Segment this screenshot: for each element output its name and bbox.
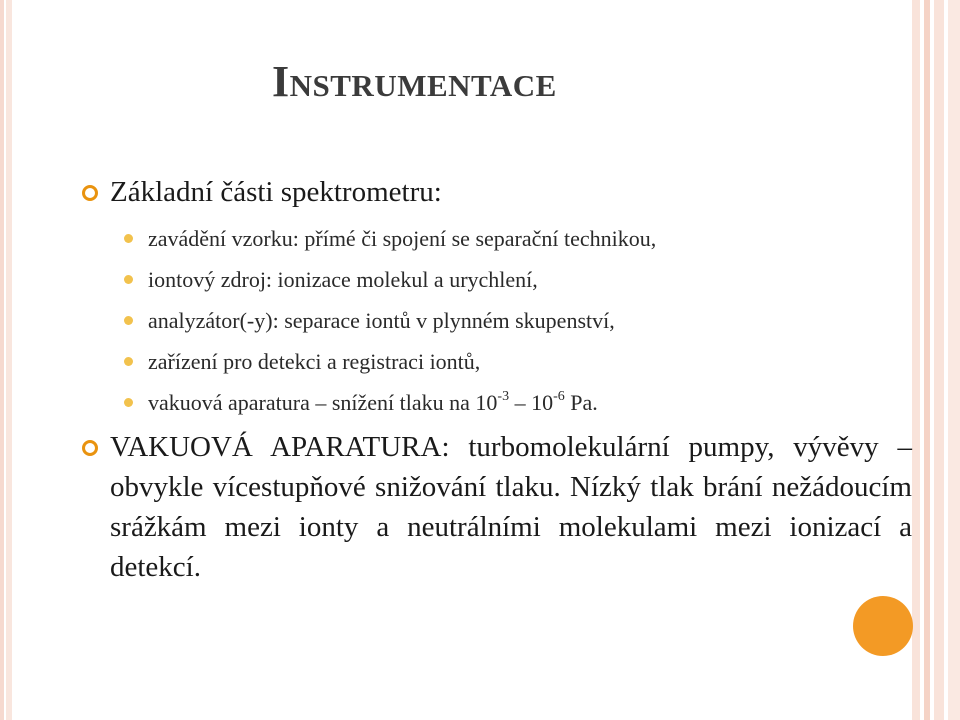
decorative-orange-circle <box>853 596 913 656</box>
bullet-text: Základní části spektrometru: <box>110 176 442 208</box>
bullet-spectrometer-parts <box>80 172 912 212</box>
left-decorative-stripe <box>0 0 14 720</box>
vacuum-text-tail: Pa. <box>564 390 598 415</box>
list-item <box>80 218 912 259</box>
dot-bullet-icon <box>124 398 133 407</box>
list-item-text: iontový zdroj: ionizace molekul a urychlení, <box>148 267 538 292</box>
list-item-text: zavádění vzorku: přímé či spojení se separační technikou, <box>148 226 657 251</box>
exponent: -3 <box>497 388 510 404</box>
right-decorative-stripes <box>908 0 960 720</box>
list-item <box>80 341 912 382</box>
ring-bullet-icon <box>82 185 98 201</box>
sub-list <box>80 218 912 423</box>
dot-bullet-icon <box>124 234 133 243</box>
dot-bullet-icon <box>124 357 133 366</box>
list-item <box>80 300 912 341</box>
list-item-text: analyzátor(-y): separace iontů v plynném skupenství, <box>148 308 615 333</box>
dot-bullet-icon <box>124 275 133 284</box>
exponent: -6 <box>553 388 565 404</box>
dot-bullet-icon <box>124 316 133 325</box>
ring-bullet-icon <box>82 440 98 456</box>
list-item-vacuum <box>80 382 912 423</box>
vacuum-text-middle: – 10 <box>509 390 554 415</box>
slide-title: Instrumentace <box>272 57 557 106</box>
bullet-text: VAKUOVÁ APARATURA: turbomolekulární pumpy, vývěvy – obvykle vícestupňové snižování tlaku. Nízký tlak brání nežádoucím srážkám mezi ionty a neutrálními molekulami mezi ionizací a detekcí. <box>110 431 912 583</box>
list-item-text: zařízení pro detekci a registraci iontů, <box>148 349 481 374</box>
slide-content <box>80 172 912 587</box>
vacuum-text-lead: vakuová aparatura – snížení tlaku na 10 <box>148 390 498 415</box>
list-item <box>80 259 912 300</box>
bullet-vacuum-apparatus <box>80 427 912 587</box>
